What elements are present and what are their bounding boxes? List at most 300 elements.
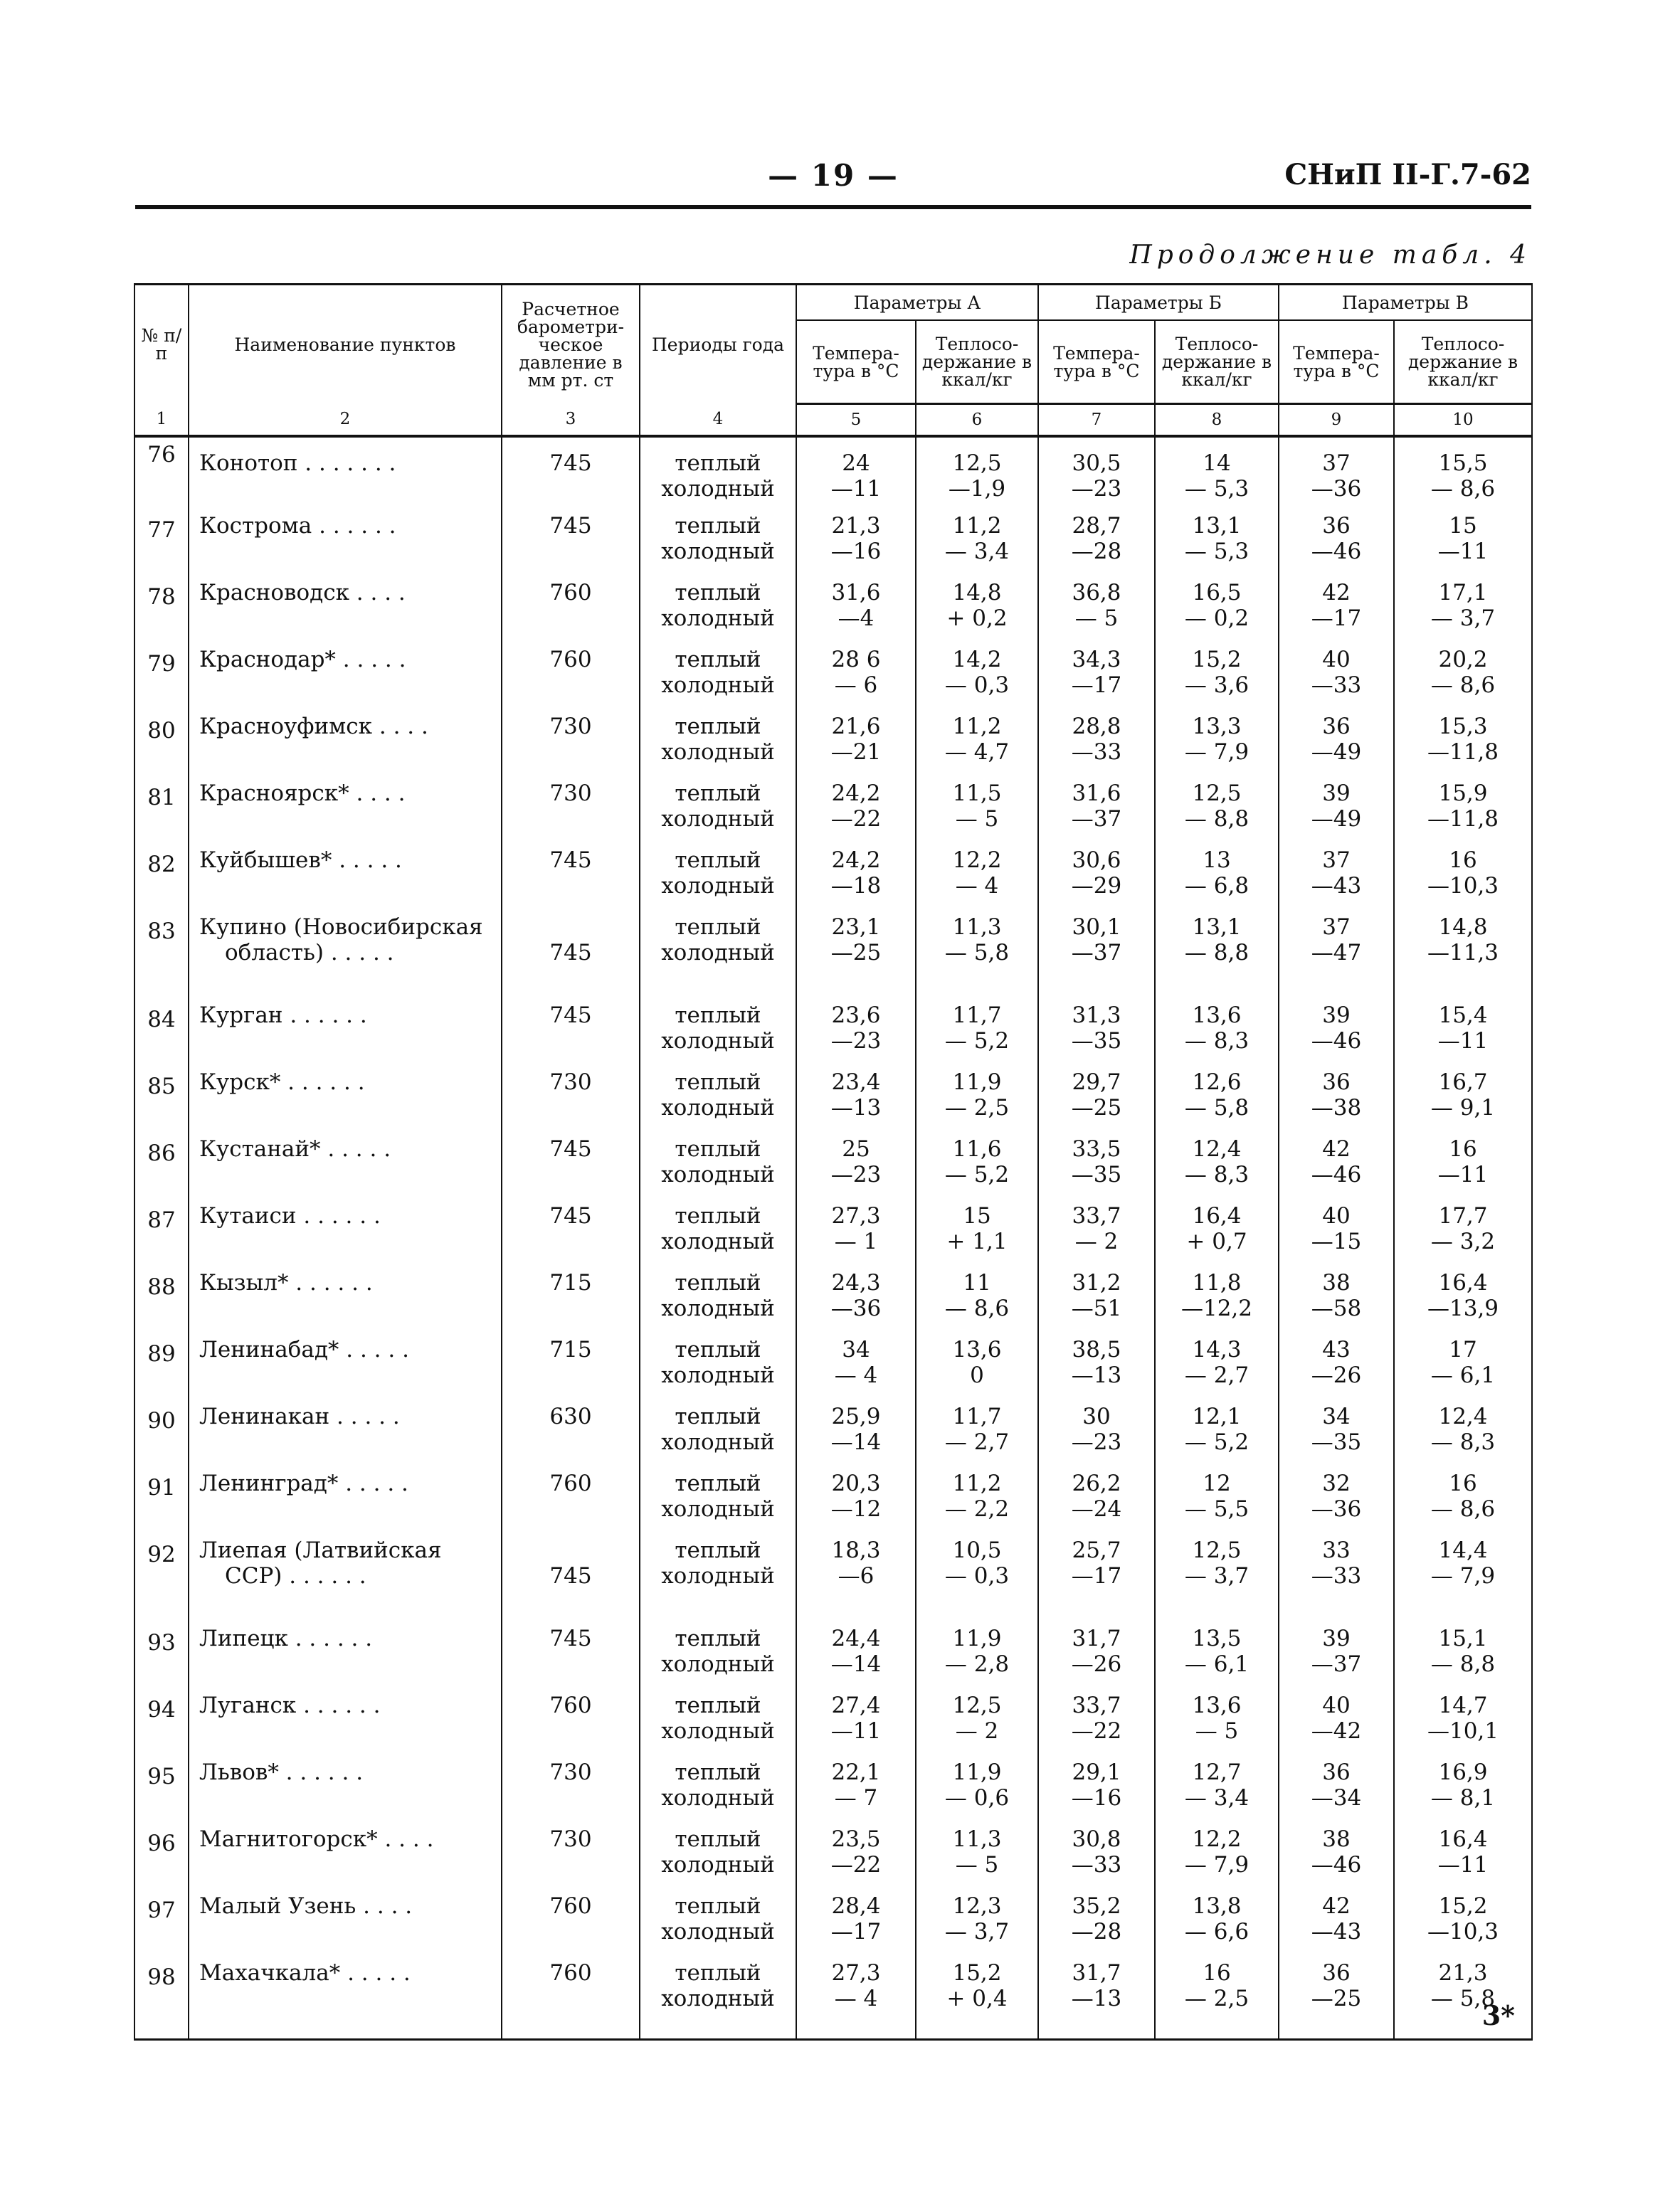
cell-value: —24: [1071, 1496, 1122, 1522]
location-name: [189, 1826, 502, 1893]
cell-value: 11,6: [952, 1136, 1002, 1162]
cell-value: —46: [1311, 1028, 1362, 1054]
location-name: [189, 513, 502, 580]
cell-value: 25,9: [831, 1404, 881, 1429]
cell-value: 20,3: [831, 1471, 881, 1496]
location-name-line: Кустанай* . . . . .: [199, 1136, 391, 1162]
cell-value: 22,1: [831, 1760, 881, 1785]
cell-value: —37: [1071, 940, 1122, 965]
cell-value: холодный: [661, 539, 775, 564]
cell-value: 40: [1322, 1203, 1351, 1229]
cell-value: 26,2: [1072, 1471, 1121, 1496]
row-number: 78: [134, 580, 189, 647]
row-number: 79: [134, 647, 189, 714]
location-name: [189, 1136, 502, 1203]
cell-value: 24,2: [831, 781, 881, 806]
cell-value: 11: [963, 1270, 991, 1296]
row-number: 81: [134, 781, 189, 847]
cell-value: холодный: [661, 672, 775, 698]
cell-value: теплый: [675, 1893, 761, 1919]
cell-value: —25: [1311, 1986, 1362, 2011]
cell-value: —47: [1311, 940, 1362, 965]
cell-value: — 8,3: [1430, 1429, 1496, 1455]
cell-value: 11,2: [952, 714, 1002, 739]
cell-value: — 2: [955, 1718, 999, 1744]
cell-value: 37: [1322, 914, 1351, 940]
cell-value: 745: [549, 1203, 592, 1229]
column-number: 6: [916, 404, 1038, 437]
cell-value: 10,5: [952, 1538, 1002, 1563]
cell-value: — 5,3: [1184, 539, 1250, 564]
cell-value: — 0,6: [944, 1785, 1010, 1811]
location-name-line: Ленинакан . . . . .: [199, 1404, 400, 1429]
cell-value: 24,2: [831, 847, 881, 873]
location-name-line: Кызыл* . . . . . .: [199, 1270, 373, 1296]
cell-value: —58: [1311, 1296, 1362, 1321]
cell-value: 33,7: [1072, 1693, 1121, 1718]
cell-value: —13,9: [1427, 1296, 1499, 1321]
cell-value: 13: [1203, 847, 1231, 873]
cell-value: 42: [1322, 580, 1351, 605]
pressure-value: [502, 1203, 640, 1270]
cell-value: 34: [1322, 1404, 1351, 1429]
cell-value: — 5,2: [944, 1162, 1010, 1187]
location-name-line: Курган . . . . . .: [199, 1002, 367, 1028]
row-number: 77: [134, 513, 189, 580]
cell-value: 13,1: [1192, 914, 1242, 940]
cell-value: 745: [549, 1563, 592, 1589]
cell-value: 25,7: [1072, 1538, 1121, 1563]
cell-value: —33: [1311, 1563, 1362, 1589]
table-row: [134, 1136, 1532, 1203]
cell-value: 31,6: [1072, 781, 1121, 806]
cell-value: 760: [549, 580, 592, 605]
cell-value: —51: [1071, 1296, 1122, 1321]
cell-value: 0: [970, 1363, 984, 1388]
cell-value: 24,3: [831, 1270, 881, 1296]
cell-value: —49: [1311, 806, 1362, 832]
pressure-value: [502, 1136, 640, 1203]
cell-value: 17,7: [1438, 1203, 1488, 1229]
cell-value: — 5: [1195, 1718, 1239, 1744]
location-name: [189, 1538, 502, 1626]
cell-value: 31,2: [1072, 1270, 1121, 1296]
cell-value: 39: [1322, 1626, 1351, 1651]
cell-value: 16,5: [1192, 580, 1242, 605]
cell-value: 38: [1322, 1826, 1351, 1852]
cell-value: —17: [1071, 672, 1122, 698]
pressure-value: [502, 580, 640, 647]
cell-value: 16,4: [1438, 1270, 1488, 1296]
cell-value: 33,5: [1072, 1136, 1121, 1162]
cell-value: 15: [963, 1203, 991, 1229]
cell-value: —11: [1437, 1028, 1489, 1054]
cell-value: 43: [1322, 1337, 1351, 1363]
cell-value: — 8,1: [1430, 1785, 1496, 1811]
table-row: [134, 1002, 1532, 1069]
col-header-temp-b: Темпера-тура в °С: [1038, 320, 1155, 404]
cell-value: теплый: [675, 914, 761, 940]
cell-value: 36: [1322, 513, 1351, 539]
cell-value: 36: [1322, 1960, 1351, 1986]
row-number: 88: [134, 1270, 189, 1337]
cell-value: — 4: [834, 1363, 878, 1388]
cell-value: —13: [1071, 1986, 1122, 2011]
cell-value: —23: [830, 1028, 882, 1054]
cell-value: 15: [1449, 513, 1477, 539]
cell-value: 11,9: [952, 1069, 1002, 1095]
cell-value: 12,4: [1192, 1136, 1242, 1162]
cell-value: —11,8: [1427, 806, 1499, 832]
column-numbers-row: [134, 404, 1532, 437]
pressure-value: [502, 781, 640, 847]
cell-value: —11: [830, 1718, 882, 1744]
cell-value: —36: [1311, 476, 1362, 502]
header-rule: [135, 205, 1531, 209]
cell-value: 16: [1449, 847, 1477, 873]
cell-value: — 5: [1074, 605, 1119, 631]
cell-value: 13,1: [1192, 513, 1242, 539]
cell-value: — 8,6: [1430, 1496, 1496, 1522]
cell-value: —23: [1071, 476, 1122, 502]
cell-value: 33: [1322, 1538, 1351, 1563]
row-number: 93: [134, 1626, 189, 1693]
location-name: [189, 1693, 502, 1760]
pressure-value: [502, 1826, 640, 1893]
row-number: 97: [134, 1893, 189, 1960]
cell-value: —35: [1311, 1429, 1362, 1455]
row-number: 76: [134, 436, 189, 513]
column-number: 10: [1394, 404, 1532, 437]
cell-value: 745: [549, 1002, 592, 1028]
cell-value: 30,8: [1072, 1826, 1121, 1852]
cell-value: — 5,3: [1184, 476, 1250, 502]
pressure-value: [502, 847, 640, 914]
col-group-b: Параметры Б: [1038, 285, 1279, 321]
col-header-temp-a: Темпера-тура в °С: [796, 320, 916, 404]
cell-value: 12,5: [952, 1693, 1002, 1718]
cell-value: —10,1: [1427, 1718, 1499, 1744]
cell-value: 630: [549, 1404, 592, 1429]
cell-value: 34,3: [1072, 647, 1121, 672]
cell-value: 13,6: [1192, 1693, 1242, 1718]
cell-value: — 8,8: [1184, 940, 1250, 965]
cell-value: —10,3: [1427, 1919, 1499, 1945]
location-name-line: Кострома . . . . . .: [199, 513, 396, 539]
cell-value: холодный: [661, 1363, 775, 1388]
cell-value: — 8,8: [1184, 806, 1250, 832]
cell-value: 18,3: [831, 1538, 881, 1563]
cell-value: 42: [1322, 1136, 1351, 1162]
location-name-line: Махачкала* . . . . .: [199, 1960, 411, 1986]
cell-value: 27,3: [831, 1960, 881, 1986]
cell-value: 11,2: [952, 513, 1002, 539]
cell-value: 13,3: [1192, 714, 1242, 739]
cell-value: 16,4: [1438, 1826, 1488, 1852]
cell-value: — 3,4: [1184, 1785, 1250, 1811]
pressure-value: [502, 1960, 640, 2040]
location-name-line: Лиепая (Латвийская: [199, 1538, 442, 1563]
cell-value: —12: [830, 1496, 882, 1522]
cell-value: 11,7: [952, 1404, 1002, 1429]
cell-value: —13: [1071, 1363, 1122, 1388]
cell-value: 39: [1322, 781, 1351, 806]
cell-value: —16: [830, 539, 882, 564]
cell-value: 760: [549, 1893, 592, 1919]
location-name: [189, 436, 502, 513]
cell-value: теплый: [675, 647, 761, 672]
cell-value: — 5,5: [1184, 1496, 1250, 1522]
cell-value: 16: [1449, 1136, 1477, 1162]
cell-value: —26: [1311, 1363, 1362, 1388]
col-header-name: Наименование пунктов: [189, 285, 502, 404]
cell-value: + 1,1: [946, 1229, 1008, 1254]
cell-value: 20,2: [1438, 647, 1488, 672]
cell-value: — 0,2: [1184, 605, 1250, 631]
table-row: [134, 1538, 1532, 1626]
cell-value: теплый: [675, 1069, 761, 1095]
cell-value: холодный: [661, 1563, 775, 1589]
row-number: 87: [134, 1203, 189, 1270]
location-name-line: Липецк . . . . . .: [199, 1626, 373, 1651]
cell-value: 730: [549, 781, 592, 806]
cell-value: 14,8: [952, 580, 1002, 605]
cell-value: — 4,7: [944, 739, 1010, 765]
cell-value: — 2,2: [944, 1496, 1010, 1522]
cell-value: 13,6: [952, 1337, 1002, 1363]
table-row: [134, 914, 1532, 1002]
cell-value: 31,6: [831, 580, 881, 605]
cell-value: — 1: [834, 1229, 878, 1254]
cell-value: холодный: [661, 605, 775, 631]
cell-value: 37: [1322, 450, 1351, 476]
cell-value: — 2,7: [1184, 1363, 1250, 1388]
col-header-temp-v: Темпера-тура в °С: [1279, 320, 1394, 404]
cell-value: холодный: [661, 739, 775, 765]
cell-value: 15,4: [1438, 1002, 1488, 1028]
page-number: — 19 —: [768, 158, 899, 193]
cell-value: холодный: [661, 1028, 775, 1054]
cell-value: —37: [1071, 806, 1122, 832]
pressure-value: [502, 1270, 640, 1337]
cell-value: 21,3: [1438, 1960, 1488, 1986]
location-name: [189, 1203, 502, 1270]
cell-value: 13,8: [1192, 1893, 1242, 1919]
cell-value: — 2,8: [944, 1651, 1010, 1677]
cell-value: 745: [549, 940, 592, 965]
table-row: [134, 1693, 1532, 1760]
cell-value: + 0,7: [1186, 1229, 1247, 1254]
cell-value: 12,2: [1192, 1826, 1242, 1852]
cell-value: — 2,5: [944, 1095, 1010, 1121]
cell-value: 730: [549, 1760, 592, 1785]
location-name-line: Красноуфимск . . . .: [199, 714, 428, 739]
table-row: [134, 647, 1532, 714]
cell-value: 25: [842, 1136, 870, 1162]
cell-value: 17: [1449, 1337, 1477, 1363]
pressure-value: [502, 914, 640, 1002]
cell-value: 745: [549, 1136, 592, 1162]
cell-value: 36,8: [1072, 580, 1121, 605]
cell-value: 29,7: [1072, 1069, 1121, 1095]
cell-value: —15: [1311, 1229, 1362, 1254]
column-number: 7: [1038, 404, 1155, 437]
cell-value: —29: [1071, 873, 1122, 899]
cell-value: холодный: [661, 1162, 775, 1187]
col-group-v: Параметры В: [1279, 285, 1532, 321]
cell-value: 30,5: [1072, 450, 1121, 476]
location-name-line: Купино (Новосибирская: [199, 914, 483, 940]
table-row: [134, 1960, 1532, 2040]
cell-value: — 6: [834, 672, 878, 698]
cell-value: холодный: [661, 1296, 775, 1321]
location-name-line: Ленинград* . . . . .: [199, 1471, 408, 1496]
row-number: 90: [134, 1404, 189, 1471]
cell-value: 11,2: [952, 1471, 1002, 1496]
cell-value: теплый: [675, 1270, 761, 1296]
cell-value: 36: [1322, 714, 1351, 739]
cell-value: холодный: [661, 873, 775, 899]
pressure-value: [502, 1337, 640, 1404]
location-name: [189, 647, 502, 714]
cell-value: —1,9: [948, 476, 1006, 502]
pressure-value: [502, 1471, 640, 1538]
cell-value: 31,3: [1072, 1002, 1121, 1028]
cell-value: холодный: [661, 1852, 775, 1878]
cell-value: холодный: [661, 1986, 775, 2011]
table-row: [134, 1069, 1532, 1136]
cell-value: 15,1: [1438, 1626, 1488, 1651]
cell-value: — 8,3: [1184, 1162, 1250, 1187]
cell-value: 760: [549, 1471, 592, 1496]
row-number: 92: [134, 1538, 189, 1626]
cell-value: —42: [1311, 1718, 1362, 1744]
pressure-value: [502, 436, 640, 513]
cell-value: теплый: [675, 1826, 761, 1852]
cell-value: 14,4: [1438, 1538, 1488, 1563]
cell-value: —25: [1071, 1095, 1122, 1121]
location-name-line: Красноярск* . . . .: [199, 781, 406, 806]
cell-value: — 8,8: [1430, 1651, 1496, 1677]
table-row: [134, 1626, 1532, 1693]
cell-value: 30: [1082, 1404, 1111, 1429]
cell-value: 14,8: [1438, 914, 1488, 940]
cell-value: 34: [842, 1337, 870, 1363]
cell-value: 23,1: [831, 914, 881, 940]
cell-value: — 2,7: [944, 1429, 1010, 1455]
cell-value: 31,7: [1072, 1960, 1121, 1986]
cell-value: —25: [830, 940, 882, 965]
cell-value: 38,5: [1072, 1337, 1121, 1363]
cell-value: — 0,3: [944, 1563, 1010, 1589]
column-number: 1: [134, 404, 189, 437]
cell-value: —43: [1311, 873, 1362, 899]
cell-value: —28: [1071, 1919, 1122, 1945]
cell-value: —46: [1311, 1852, 1362, 1878]
pressure-value: [502, 1693, 640, 1760]
cell-value: — 3,7: [1184, 1563, 1250, 1589]
cell-value: теплый: [675, 1002, 761, 1028]
cell-value: 24,4: [831, 1626, 881, 1651]
location-name: [189, 914, 502, 1002]
cell-value: —37: [1311, 1651, 1362, 1677]
cell-value: 745: [549, 1626, 592, 1651]
cell-value: — 6,1: [1430, 1363, 1496, 1388]
location-name-line: Ленинабад* . . . . .: [199, 1337, 409, 1363]
cell-value: —21: [830, 739, 882, 765]
table-row: [134, 1203, 1532, 1270]
cell-value: — 3,4: [944, 539, 1010, 564]
cell-value: —13: [830, 1095, 882, 1121]
cell-value: —26: [1071, 1651, 1122, 1677]
cell-value: холодный: [661, 1785, 775, 1811]
location-name: [189, 1404, 502, 1471]
cell-value: холодный: [661, 1919, 775, 1945]
cell-value: 11,9: [952, 1760, 1002, 1785]
cell-value: 11,3: [952, 914, 1002, 940]
col-header-num: № п/п: [134, 285, 189, 404]
cell-value: —35: [1071, 1162, 1122, 1187]
cell-value: — 8,6: [944, 1296, 1010, 1321]
cell-value: — 7,9: [1430, 1563, 1496, 1589]
row-number: 91: [134, 1471, 189, 1538]
location-name: [189, 1760, 502, 1826]
location-name-line: Львов* . . . . . .: [199, 1760, 364, 1785]
cell-value: теплый: [675, 1760, 761, 1785]
table-caption: Продолжение табл. 4: [1129, 240, 1531, 270]
table-row: [134, 1270, 1532, 1337]
cell-value: теплый: [675, 1626, 761, 1651]
cell-value: —10,3: [1427, 873, 1499, 899]
cell-value: —46: [1311, 1162, 1362, 1187]
cell-value: холодный: [661, 1095, 775, 1121]
location-name: [189, 781, 502, 847]
table-row: [134, 580, 1532, 647]
cell-value: 31,7: [1072, 1626, 1121, 1651]
table-row: [134, 1760, 1532, 1826]
cell-value: —11: [830, 476, 882, 502]
cell-value: 15,2: [1192, 647, 1242, 672]
cell-value: — 9,1: [1430, 1095, 1496, 1121]
cell-value: 11,5: [952, 781, 1002, 806]
location-name: [189, 1471, 502, 1538]
cell-value: —36: [1311, 1496, 1362, 1522]
cell-value: 12,7: [1192, 1760, 1242, 1785]
cell-value: —11: [1437, 1852, 1489, 1878]
cell-value: — 7: [834, 1785, 878, 1811]
cell-value: 745: [549, 513, 592, 539]
cell-value: холодный: [661, 1229, 775, 1254]
column-number: 8: [1155, 404, 1279, 437]
cell-value: 28 6: [831, 647, 881, 672]
location-name: [189, 1337, 502, 1404]
cell-value: 36: [1322, 1069, 1351, 1095]
pressure-value: [502, 1002, 640, 1069]
cell-value: 14,2: [952, 647, 1002, 672]
cell-value: + 0,4: [946, 1986, 1008, 2011]
cell-value: 21,6: [831, 714, 881, 739]
pressure-value: [502, 1760, 640, 1826]
cell-value: 29,1: [1072, 1760, 1121, 1785]
cell-value: — 2,5: [1184, 1986, 1250, 2011]
cell-value: 36: [1322, 1760, 1351, 1785]
cell-value: 16: [1203, 1960, 1231, 1986]
cell-value: 730: [549, 714, 592, 739]
cell-value: 12,3: [952, 1893, 1002, 1919]
location-name-line: область) . . . . .: [225, 940, 394, 965]
cell-value: 14: [1203, 450, 1231, 476]
cell-value: 760: [549, 1693, 592, 1718]
